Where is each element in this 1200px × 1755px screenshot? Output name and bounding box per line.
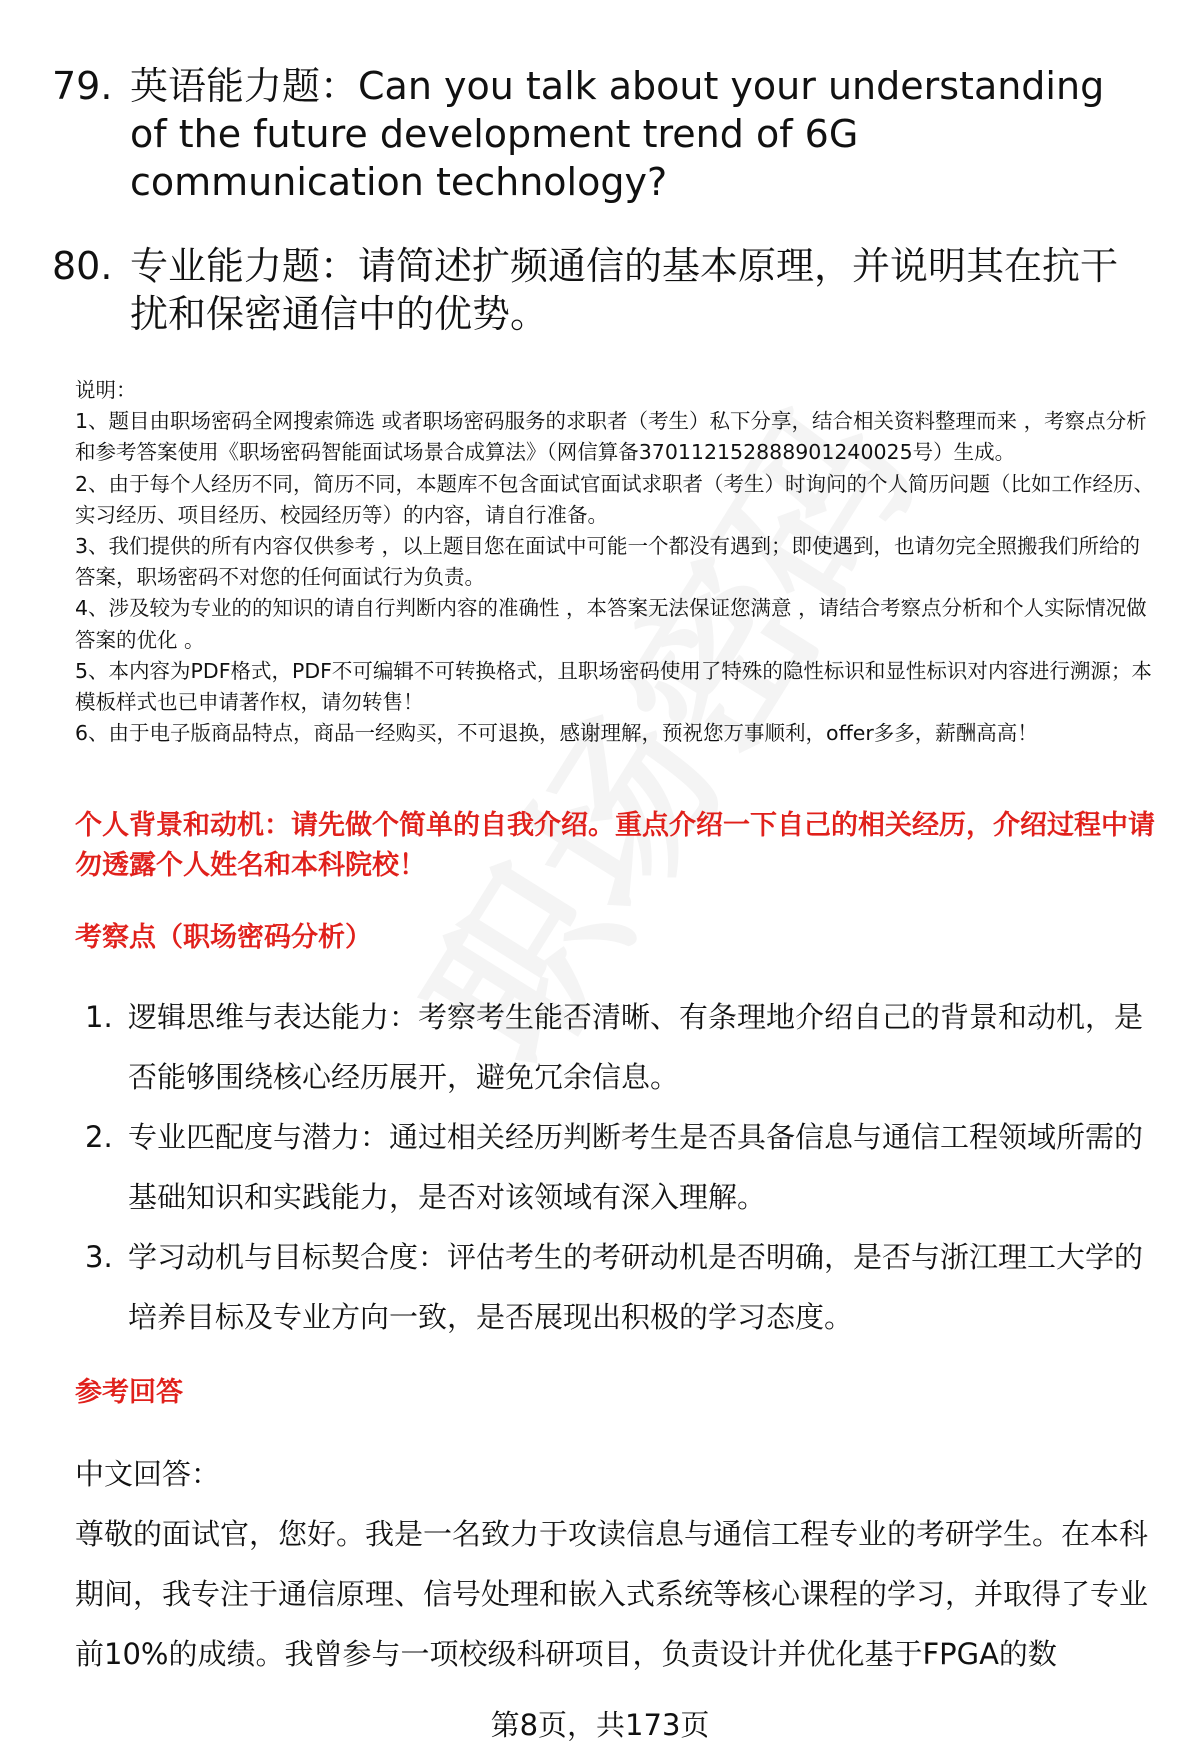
analysis-point <box>85 1107 1155 1227</box>
note-item: 3、我们提供的所有内容仅供参考 ，以上题目您在面试中可能一个都没有遇到；即使遇到，也请勿完全照搬我们所给的答案，职场密码不对您的任何面试行为负责。 <box>75 534 1141 590</box>
answer-body: 尊敬的面试官，您好。我是一名致力于攻读信息与通信工程专业的考研学生。在本科期间，我专注于通信原理、信号处理和嵌入式系统等核心课程的学习，并取得了专业前10%的成绩。我曾参与一项校级科研项目，负责设计并优化基于FPGA的数 <box>75 1517 1149 1671</box>
point-number: 1. <box>85 1000 113 1034</box>
point-number: 3. <box>85 1240 113 1274</box>
question-text: 专业能力题：请简述扩频通信的基本原理，并说明其在抗干扰和保密通信中的优势。 <box>130 244 1119 336</box>
point-text: 逻辑思维与表达能力：考察考生能否清晰、有条理地介绍自己的背景和动机，是否能够围绕核心经历展开，避免冗余信息。 <box>128 1000 1144 1094</box>
note-item: 4、涉及较为专业的的知识的请自行判断内容的准确性 ，本答案无法保证您满意 ，请结合考察点分析和个人实际情况做答案的优化 。 <box>75 596 1147 652</box>
analysis-heading: 考察点（职场密码分析） <box>75 922 372 953</box>
analysis-points <box>85 987 1155 1347</box>
question-text: 英语能力题：Can you talk about your understanding of the future development trend of 6G communication technology? <box>130 64 1105 204</box>
question-79 <box>52 62 1152 206</box>
question-number: 79. <box>52 64 113 108</box>
note-item: 2、由于每个人经历不同，简历不同，本题库不包含面试官面试求职者（考生）时询问的个人简历问题（比如工作经历、实习经历、项目经历、校园经历等）的内容，请自行准备。 <box>75 471 1155 527</box>
note-item: 6、由于电子版商品特点，商品一经购买，不可退换，感谢理解，预祝您万事顺利，offer多多，薪酬高高！ <box>75 721 1038 746</box>
reference-heading: 参考回答 <box>75 1377 183 1408</box>
background-question: 个人背景和动机：请先做个简单的自我介绍。重点介绍一下自己的相关经历，介绍过程中请勿透露个人姓名和本科院校！ <box>75 810 1155 881</box>
notes-heading: 说明： <box>75 378 137 402</box>
answer-label: 中文回答： <box>75 1457 221 1491</box>
point-text: 学习动机与目标契合度：评估考生的考研动机是否明确，是否与浙江理工大学的培养目标及专业方向一致，是否展现出积极的学习态度。 <box>128 1240 1144 1334</box>
note-item: 1、题目由职场密码全网搜索筛选 或者职场密码服务的求职者（考生）私下分享，结合相关资料整理而来 ，考察点分析和参考答案使用《职场密码智能面试场景合成算法》（网信算备370112152888901240025号）生成。 <box>75 409 1147 465</box>
point-text: 专业匹配度与潜力：通过相关经历判断考生是否具备信息与通信工程领域所需的基础知识和实践能力，是否对该领域有深入理解。 <box>128 1120 1144 1214</box>
analysis-point <box>85 987 1155 1107</box>
reference-answer <box>75 1444 1155 1684</box>
question-number: 80. <box>52 244 113 288</box>
notes-section <box>75 375 1160 749</box>
note-item: 5、本内容为PDF格式，PDF不可编辑不可转换格式，且职场密码使用了特殊的隐性标识和显性标识对内容进行溯源；本模板样式也已申请著作权，请勿转售！ <box>75 658 1152 715</box>
analysis-point <box>85 1227 1155 1347</box>
page-footer: 第8页，共173页 <box>490 1708 710 1742</box>
point-number: 2. <box>85 1120 113 1154</box>
question-80 <box>52 242 1152 338</box>
